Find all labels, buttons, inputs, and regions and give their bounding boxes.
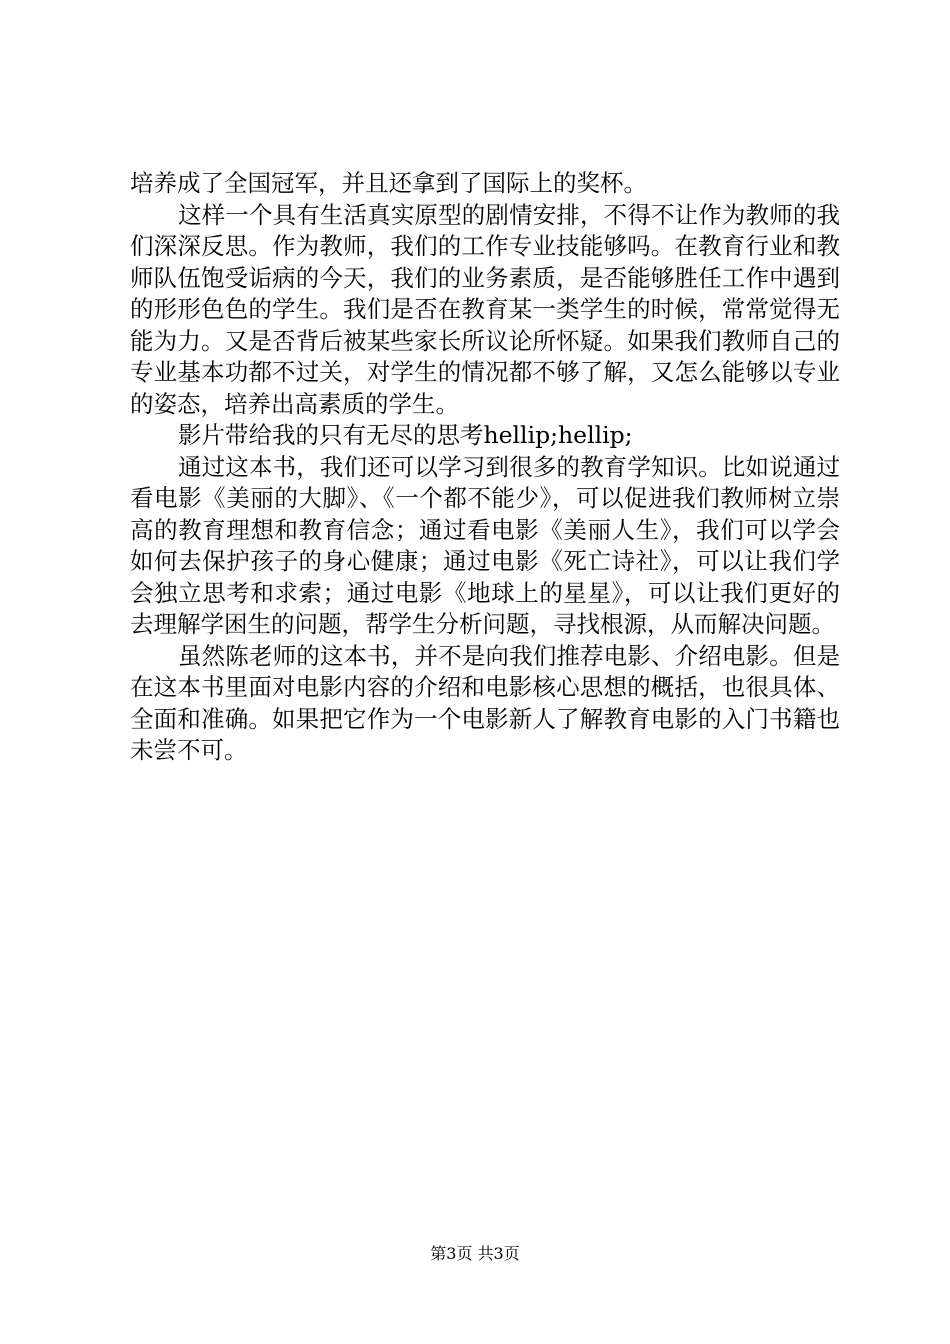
paragraph-1: 培养成了全国冠军，并且还拿到了国际上的奖杯。 <box>130 169 647 197</box>
paragraph-2: 这样一个具有生活真实原型的剧情安排，不得不让作为教师的我们深深反思。作为教师，我们的工作专业技能够吗。在教育行业和教师队伍饱受诟病的今天，我们的业务素质，是否能够胜任工作中遇到的形形色色的学生。我们是否在教育某一类学生的时候，常常觉得无能为力。又是否背后被某些家长所议论所怀疑。如果我们教师自己的专业基本功都不过关，对学生的情况都不够了解，又怎么能够以专业的姿态，培养出高素质的学生。 <box>130 200 840 418</box>
page-footer: 第3页 共3页 <box>430 1244 520 1263</box>
paragraph-3: 影片带给我的只有无尽的思考hellip;hellip; <box>178 421 633 449</box>
paragraph-5: 虽然陈老师的这本书，并不是向我们推荐电影、介绍电影。但是在这本书里面对电影内容的介绍和电影核心思想的概括，也很具体、全面和准确。如果把它作为一个电影新人了解教育电影的入门书籍也未尝不可。 <box>130 641 840 764</box>
paragraph-4: 通过这本书，我们还可以学习到很多的教育学知识。比如说通过看电影《美丽的大脚》、《一个都不能少》，可以促进我们教师树立崇高的教育理想和教育信念；通过看电影《美丽人生》，我们可以学会如何去保护孩子的身心健康；通过电影《死亡诗社》，可以让我们学会独立思考和求索；通过电影《地球上的星星》，可以让我们更好的去理解学困生的问题，帮学生分析问题，寻找根源，从而解决问题。 <box>130 452 840 638</box>
body-text <box>130 168 840 767</box>
